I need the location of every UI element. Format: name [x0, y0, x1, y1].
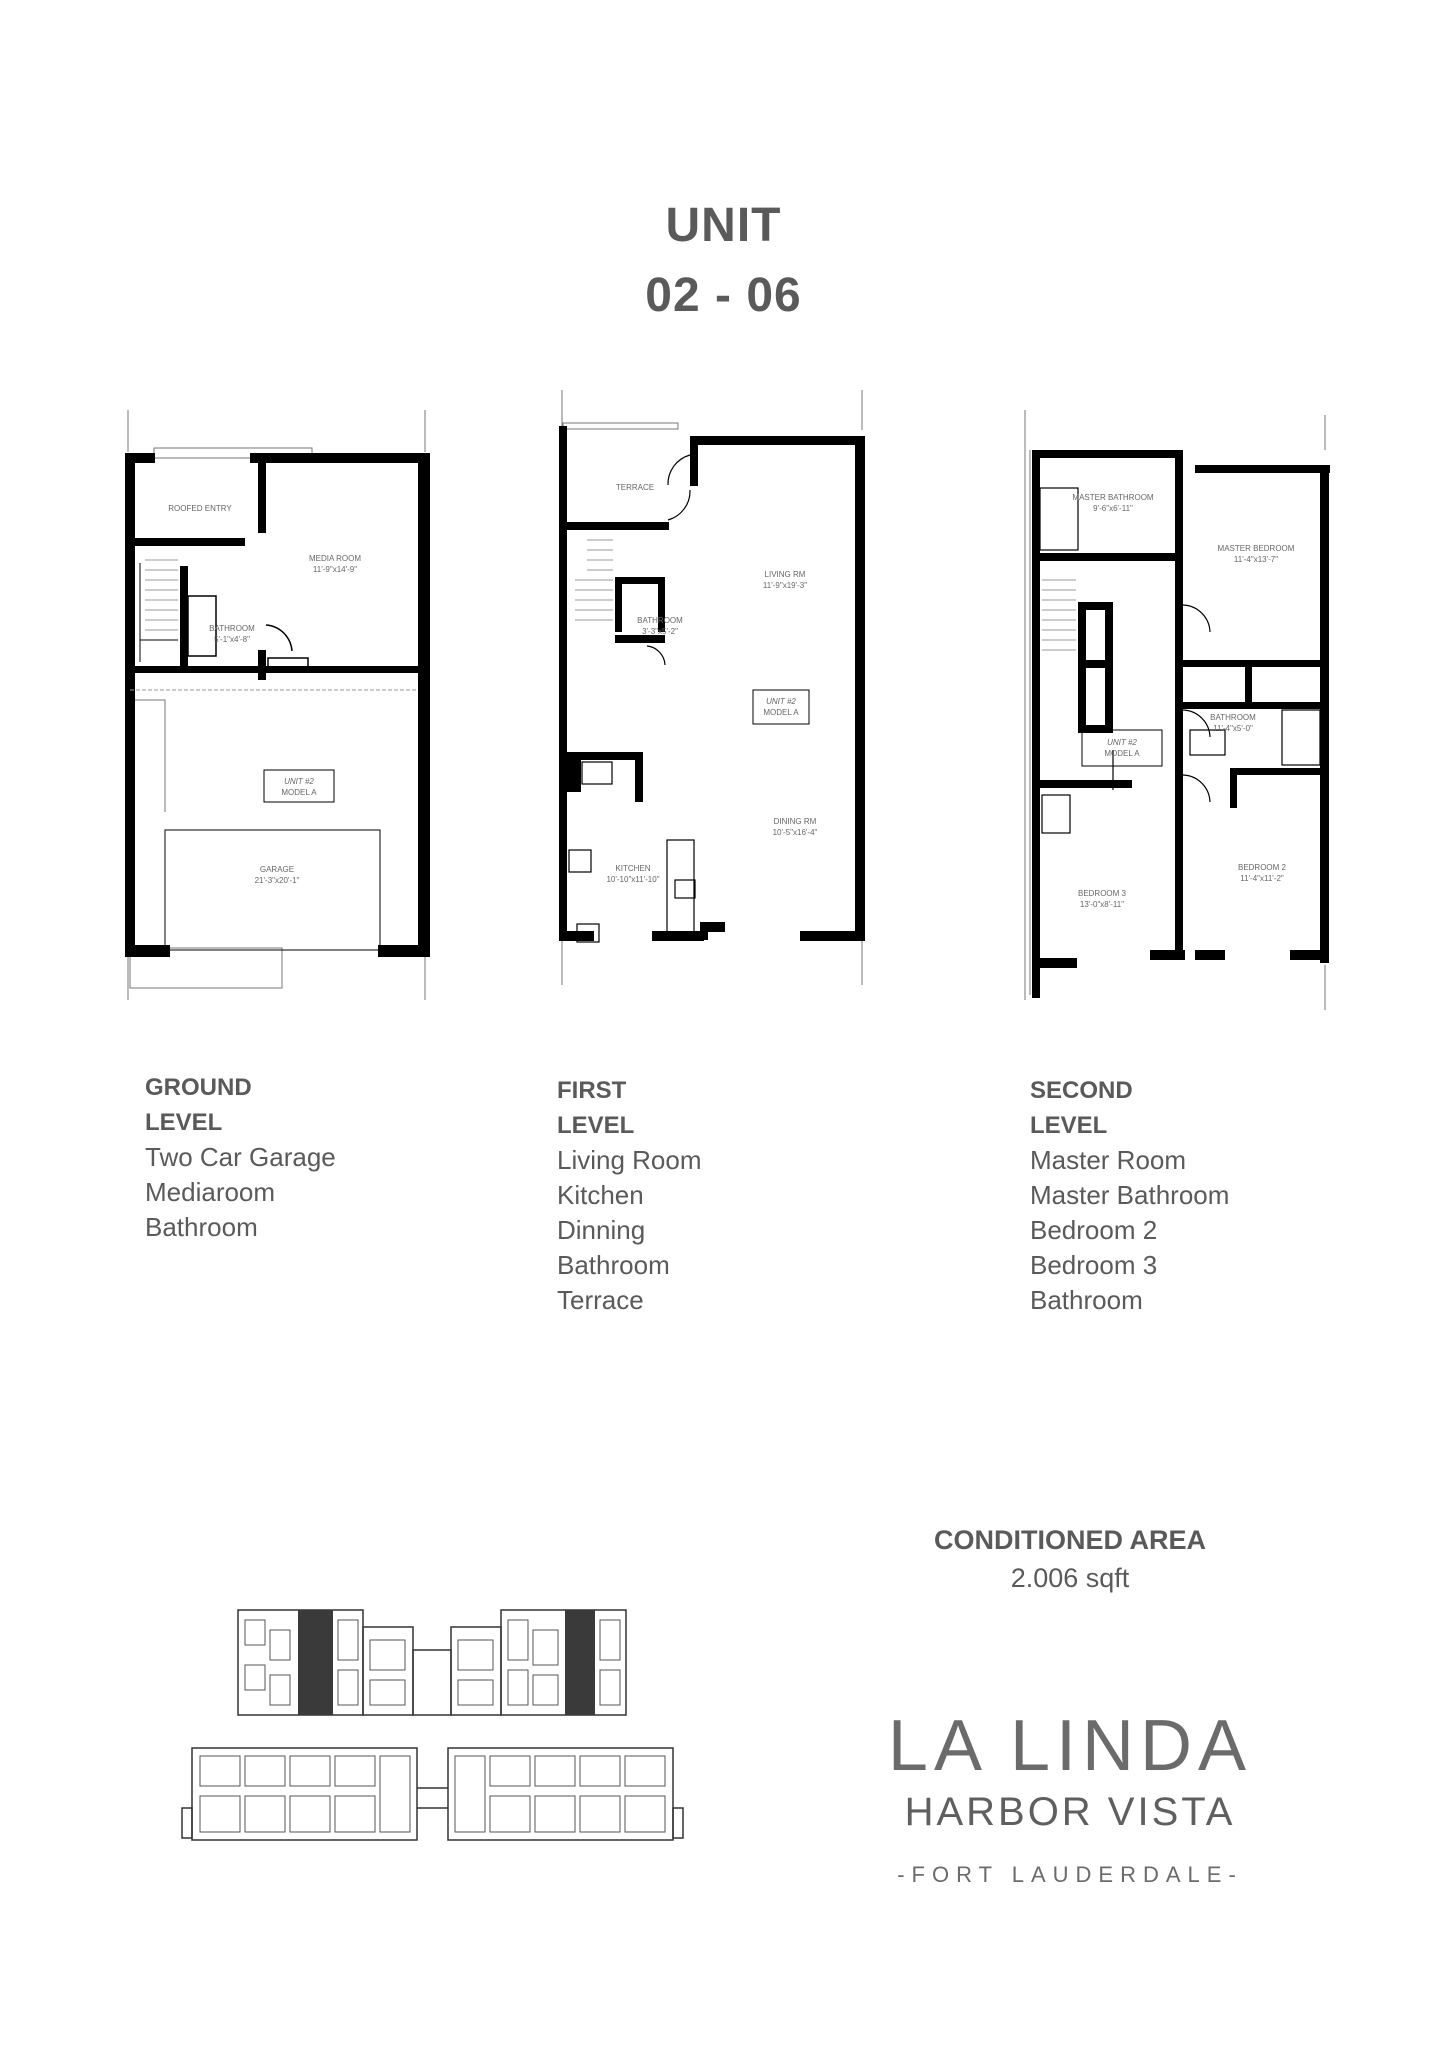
room-living: LIVING RM	[764, 570, 806, 579]
logo-fort-lauderdale: -FORT LAUDERDALE-	[897, 1862, 1243, 1887]
room-master-bed: MASTER BEDROOM	[1217, 544, 1295, 553]
room-bedroom3-dim: 13'-0"x8'-11"	[1079, 900, 1125, 909]
unit-model: MODEL A	[1104, 749, 1140, 758]
room-garage-dim: 21'-3"x20'-1"	[254, 876, 300, 885]
level-heading: FIRST	[557, 1077, 627, 1104]
ground-level-floorplan	[120, 400, 440, 1005]
level-item: Two Car Garage	[145, 1142, 336, 1172]
second-level-description	[1030, 1073, 1229, 1318]
level-item: Dinning	[557, 1215, 646, 1245]
unit-tag: UNIT #2	[284, 777, 314, 786]
room-bathroom-dim: 3'-3"x5'-2"	[642, 627, 678, 636]
level-item: Bathroom	[1030, 1285, 1143, 1315]
unit-number: 02 - 06	[645, 269, 802, 322]
unit-tag: UNIT #2	[766, 697, 796, 706]
unit-title: UNIT	[665, 199, 782, 252]
level-item: Master Room	[1030, 1145, 1187, 1175]
room-bathroom: BATHROOM	[637, 616, 683, 625]
room-bedroom3: BEDROOM 3	[1077, 889, 1127, 898]
room-roofed-entry: ROOFED ENTRY	[168, 504, 232, 513]
room-garage: GARAGE	[259, 865, 295, 874]
room-bathroom-dim: 5'-1"x4'-8"	[214, 635, 250, 644]
logo-la-linda: LA LINDA	[887, 1706, 1253, 1786]
level-heading: LEVEL	[145, 1109, 223, 1136]
level-item: Bathroom	[557, 1250, 670, 1280]
level-item: Bedroom 2	[1030, 1215, 1158, 1245]
room-terrace: TERRACE	[615, 483, 655, 492]
conditioned-area-value: 2.006 sqft	[1010, 1563, 1130, 1593]
room-master-bath-dim: 9'-6"x6'-11"	[1093, 504, 1133, 513]
level-heading: GROUND	[145, 1074, 252, 1101]
room-bathroom: BATHROOM	[209, 624, 255, 633]
room-bedroom2: BEDROOM 2	[1237, 863, 1287, 872]
unit-tag: UNIT #2	[1107, 738, 1137, 747]
room-bedroom2-dim: 11'-4"x11'-2"	[1240, 874, 1284, 883]
level-item: Bathroom	[145, 1212, 258, 1242]
room-media: MEDIA ROOM	[308, 554, 362, 563]
level-item: Terrace	[557, 1285, 644, 1315]
room-living-dim: 11'-9"x19'-3"	[762, 581, 808, 590]
room-kitchen-dim: 10'-10"x11'-10"	[606, 875, 660, 884]
level-item: Master Bathroom	[1030, 1180, 1230, 1210]
room-dining: DINING RM	[773, 817, 817, 826]
conditioned-area-label: CONDITIONED AREA	[933, 1525, 1206, 1555]
first-level-description	[557, 1073, 702, 1318]
room-bathroom-dim: 11'-4"x5'-0"	[1213, 724, 1253, 733]
site-key-plan-lower	[180, 1738, 690, 1853]
level-heading: LEVEL	[557, 1112, 635, 1139]
site-key-plan-upper	[230, 1605, 630, 1720]
level-item: Kitchen	[557, 1180, 644, 1210]
unit-model: MODEL A	[281, 788, 317, 797]
ground-level-description	[145, 1070, 336, 1245]
level-item: Living Room	[557, 1145, 702, 1175]
first-level-floorplan	[555, 390, 875, 985]
room-bathroom: BATHROOM	[1210, 713, 1256, 722]
room-kitchen: KITCHEN	[615, 864, 651, 873]
room-media-dim: 11'-9"x14'-9"	[312, 565, 358, 574]
second-level-floorplan	[1020, 410, 1335, 1010]
level-item: Mediaroom	[145, 1177, 276, 1207]
room-master-bath: MASTER BATHROOM	[1072, 493, 1154, 502]
level-heading: LEVEL	[1030, 1112, 1108, 1139]
room-dining-dim: 10'-5"x16'-4"	[772, 828, 818, 837]
unit-model: MODEL A	[763, 708, 799, 717]
room-master-bed-dim: 11'-4"x13'-7"	[1233, 555, 1279, 564]
logo-harbor-vista: HARBOR VISTA	[904, 1790, 1236, 1834]
level-item: Bedroom 3	[1030, 1250, 1158, 1280]
level-heading: SECOND	[1030, 1077, 1133, 1104]
